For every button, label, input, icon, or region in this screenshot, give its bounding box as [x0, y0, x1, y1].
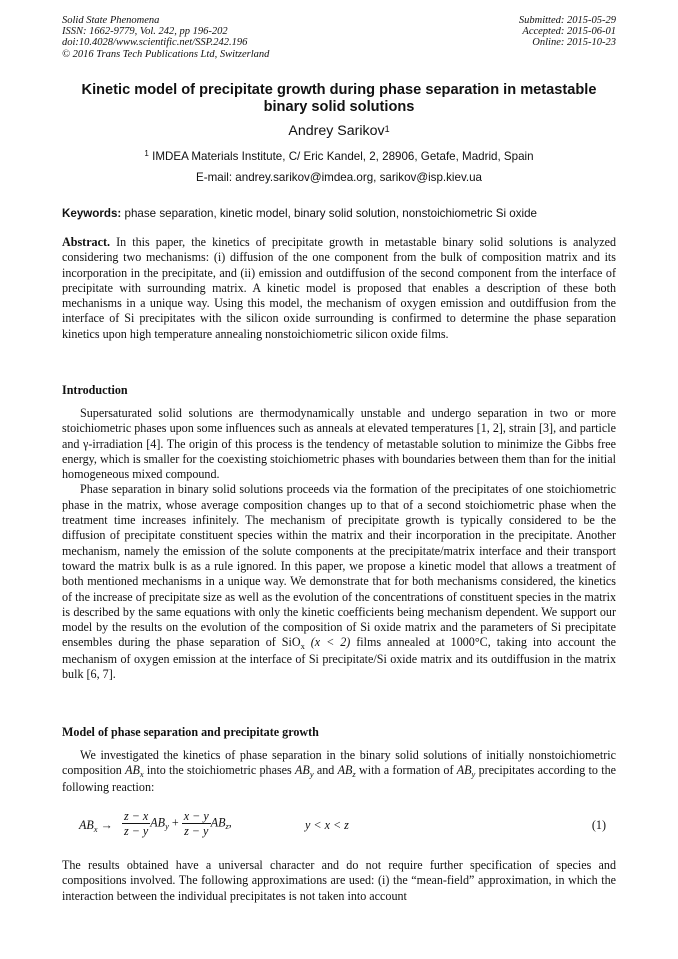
- introduction-body: [62, 406, 616, 682]
- keywords-text: phase separation, kinetic model, binary solid solution, nonstoichiometric Si oxide: [124, 207, 537, 220]
- model-body: [62, 748, 616, 795]
- affil-text: IMDEA Materials Institute, C/ Eric Kandel, 2, 28906, Getafe, Madrid, Spain: [152, 150, 534, 163]
- author-affil-mark: 1: [384, 124, 390, 134]
- equation-1: [62, 806, 616, 846]
- fraction-1: $\frac{z - x}{z - y}$: [124, 809, 149, 838]
- affiliation: [62, 149, 616, 164]
- accepted-date: Accepted: 2015-06-01: [522, 26, 616, 38]
- equation-rhs: $\frac{z - x}{z - y}$ $AB_y$ + $\frac{x - y}{z - y}$ $AB_z$,: [124, 809, 232, 838]
- reaction-arrow: →: [100, 818, 113, 832]
- keywords-label: Keywords:: [62, 207, 122, 220]
- author: [62, 122, 616, 140]
- model-paragraph-2: The results obtained have a universal character and do not require further specification of species and compositions involved. The following approximations are used: (i) the “mean-field” approximation, in which the interaction between the individual precipitates is not taken into account: [62, 858, 616, 903]
- author-name: Andrey Sarikov: [288, 123, 385, 139]
- introduction-heading: Introduction: [62, 383, 128, 397]
- copyright: © 2016 Trans Tech Publications Ltd, Switzerland: [62, 48, 270, 60]
- dates-header: [519, 15, 616, 49]
- affil-mark: 1: [144, 149, 149, 158]
- equation-number: (1): [591, 818, 606, 832]
- abstract-text: In this paper, the kinetics of precipitate growth in metastable binary solid solutions is analyzed considering two mechanisms: (i) diffusion of the one component from the bulk of composition matrix and its incorporation in the precipitate, and (ii) emission and outdiffusion of the second component from the interface of precipitate with surrounding matrix. A kinetic model is proposed that enables a description of these both mechanisms in a unique way. Using this model, the mechanism of oxygen emission and outdiffusion from the interface of Si precipitates with the silicon oxide surrounding is confirmed to determine the phase separation kinetics upon high temperature annealing nonstoichiometric silicon oxide films.: [62, 235, 616, 341]
- equation-lhs: $AB_x$ →: [79, 818, 113, 834]
- doi: doi:10.4028/www.scientific.net/SSP.242.196: [62, 37, 248, 49]
- equation-condition: y < x < z: [305, 818, 349, 832]
- journal-header: [62, 15, 269, 60]
- issn: ISSN: 1662-9779, Vol. 242, pp 196-202: [62, 26, 228, 38]
- journal-name: Solid State Phenomena: [62, 15, 160, 26]
- fraction-2: $\frac{x - y}{z - y}$: [183, 809, 209, 838]
- intro-paragraph-1: Supersaturated solid solutions are thermodynamically unstable and undergo separation in two or more stoichiometric phases upon some influences such as anneals at elevated temperatures [1, 2], strain [3], and particle and γ-irradiation [4]. The origin of this process is the tendency of metastable solution to minimize the Gibbs free energy, which is smaller for the coexisting stoichiometric phases with boundaries between them than for the initial homogeneous mixed compound.: [62, 406, 616, 482]
- online-date: Online: 2015-10-23: [532, 37, 616, 49]
- author-email: E-mail: andrey.sarikov@imdea.org, sarikov@isp.kiev.ua: [196, 171, 482, 184]
- abstract-label: Abstract.: [62, 235, 111, 249]
- abstract: [62, 235, 616, 342]
- model-heading: Model of phase separation and precipitate growth: [62, 725, 319, 739]
- paper-title: Kinetic model of precipitate growth during phase separation in metastable binary solid solutions: [81, 82, 597, 115]
- intro-paragraph-2: Phase separation in binary solid solutions proceeds via the formation of the precipitates of one stoichiometric phase in the matrix, whose average composition changes up to that of a second stoichiometric phase when the treatment time increases infinitely. The mechanism of precipitate growth is typically considered to be the diffusion of precipitate constituent species within the matrix and their incorporation in the precipitate. Another mechanism, namely the emission of the solute components at the precipitate/matrix interface and their transport toward the matrix bulk is as a rule ignored. In this paper, we propose a kinetic model that allows a treatment of both mentioned mechanisms in a unique way. We demonstrate that for both mechanisms considered, the kinetics of the increase of precipitate size as well as the evolution of the concentrations of constituent species in the matrix is described by the same equations with only the kinetic coefficients being mechanism dependent. We support our model by the results on the evolution of the composition of Si oxide matrix and the parameters of Si precipitate ensembles during the phase separation of SiO$_x$ (x < 2) films annealed at 1000°C, taking into account the mechanism of oxygen emission at the interface of Si precipitate/Si oxide matrix and its outdiffusion in the matrix bulk [6, 7].: [62, 482, 616, 682]
- keywords: [62, 206, 616, 221]
- submitted-date: Submitted: 2015-05-29: [518, 15, 616, 26]
- model-paragraph-1: We investigated the kinetics of phase separation in the binary solid solutions of initially nonstoichiometric composition $AB_x$ into the stoichiometric phases $AB_y$ and $AB_z$ with a formation of $AB_y$ precipitates according to the following reaction:: [62, 748, 617, 794]
